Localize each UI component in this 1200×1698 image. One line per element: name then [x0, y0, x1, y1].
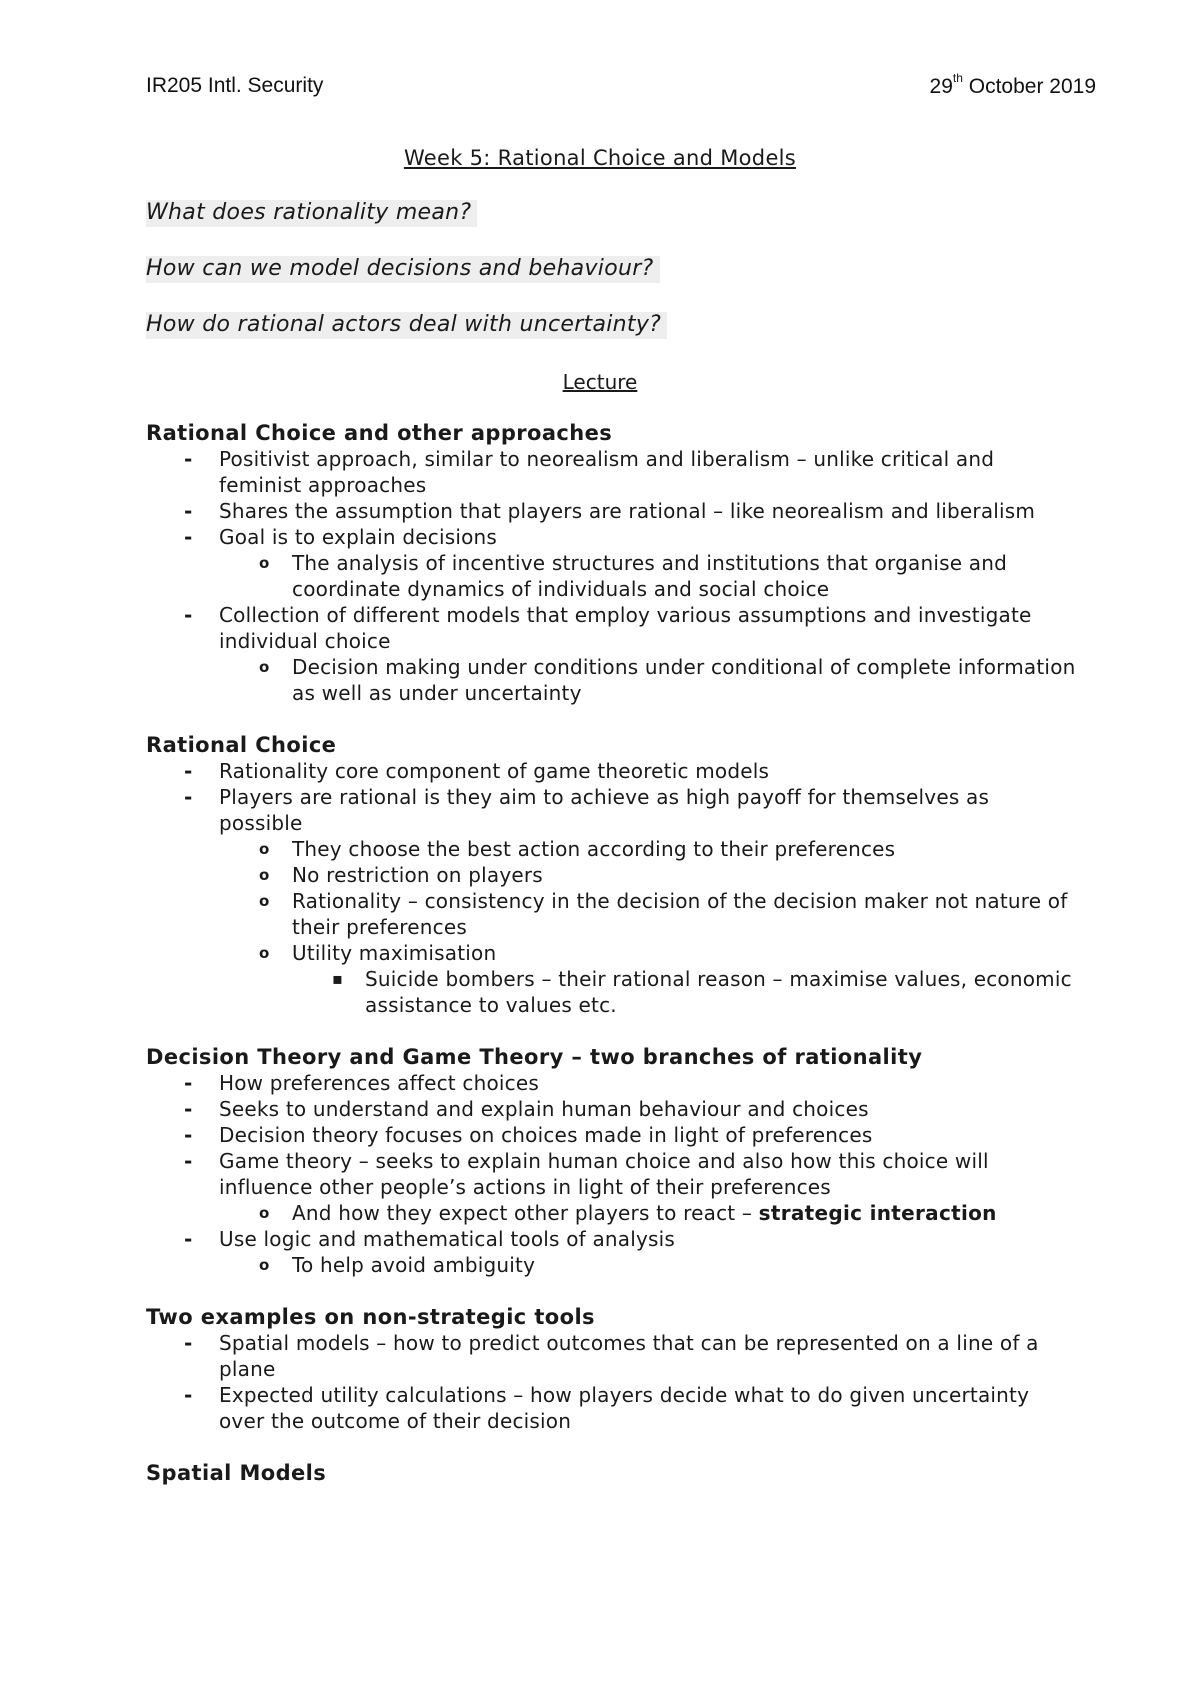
sub-list	[219, 550, 1076, 602]
section-heading: Spatial Models	[146, 1461, 327, 1485]
list-item: - Decision theory focuses on choices made in light of preferences	[146, 1122, 1076, 1148]
sub-sub-list-item: ▪ Suicide bombers – their rational reason – maximise values, economic assistance to values etc.	[292, 966, 1076, 1018]
sub-list-item: o Decision making under conditions under conditional of complete information as well as under uncertainty	[219, 654, 1076, 706]
date-suffix: th	[952, 71, 963, 85]
question-2	[146, 256, 660, 281]
list-item	[146, 602, 1076, 706]
list-item: - Positivist approach, similar to neorealism and liberalism – unlike critical and feminist approaches	[146, 446, 1076, 498]
list-item: - Spatial models – how to predict outcomes that can be represented on a line of a plane	[146, 1330, 1076, 1382]
list-item	[146, 524, 1076, 602]
course-code: IR205 Intl. Security	[146, 74, 324, 97]
section-non-strategic-tools	[146, 1304, 1076, 1434]
list-item	[146, 784, 1076, 1018]
sub-list	[219, 836, 1076, 1018]
list-item: - Shares the assumption that players are rational – like neorealism and liberalism	[146, 498, 1076, 524]
question-3	[146, 312, 667, 337]
list-item-text: Players are rational is they aim to achieve as high payoff for themselves as possible	[219, 785, 990, 835]
bullet-list	[146, 1330, 1076, 1434]
list-item	[146, 1148, 1076, 1226]
sub-list-item-text: And how they expect other players to react –	[292, 1201, 759, 1225]
notes-body	[146, 420, 1076, 1512]
sub-list-item: o To help avoid ambiguity	[219, 1252, 1076, 1278]
date-rest: October 2019	[962, 75, 1096, 98]
list-item-text: Goal is to explain decisions	[219, 525, 498, 549]
strategic-interaction-term: strategic interaction	[758, 1201, 997, 1225]
sub-list-item	[219, 1200, 1076, 1226]
sub-list-item: o No restriction on players	[219, 862, 1076, 888]
bullet-list	[146, 1070, 1076, 1278]
section-heading: Rational Choice	[146, 733, 337, 757]
sub-list	[219, 1200, 1076, 1226]
sub-list-item: o The analysis of incentive structures and institutions that organise and coordinate dynamics of individuals and social choice	[219, 550, 1076, 602]
list-item	[146, 1226, 1076, 1278]
list-item: - Expected utility calculations – how players decide what to do given uncertainty over the outcome of their decision	[146, 1382, 1076, 1434]
sub-list-item	[219, 940, 1076, 1018]
section-heading: Rational Choice and other approaches	[146, 421, 613, 445]
document-date	[929, 71, 1096, 99]
sub-list	[219, 1252, 1076, 1278]
list-item-text: Game theory – seeks to explain human choice and also how this choice will influence other people’s actions in light of their preferences	[219, 1149, 989, 1199]
lecture-heading: Lecture	[562, 370, 638, 394]
list-item: - Seeks to understand and explain human behaviour and choices	[146, 1096, 1076, 1122]
sub-list	[219, 654, 1076, 706]
date-day: 29	[929, 75, 953, 98]
question-3-text: How do rational actors deal with uncertainty?	[146, 312, 667, 339]
list-item: - Rationality core component of game theoretic models	[146, 758, 1076, 784]
list-item: - How preferences affect choices	[146, 1070, 1076, 1096]
question-1	[146, 200, 477, 225]
list-item-text: Use logic and mathematical tools of analysis	[219, 1227, 676, 1251]
question-2-text: How can we model decisions and behaviour?	[146, 256, 660, 283]
question-1-text: What does rationality mean?	[146, 200, 477, 227]
sub-list-item-text: Utility maximisation	[292, 941, 497, 965]
bullet-list	[146, 446, 1076, 706]
list-item-text: Collection of different models that employ various assumptions and investigate individual choice	[219, 603, 1032, 653]
sub-sub-list	[292, 966, 1076, 1018]
section-rational-choice-approaches	[146, 420, 1076, 706]
section-heading: Decision Theory and Game Theory – two branches of rationality	[146, 1045, 923, 1069]
section-decision-game-theory	[146, 1044, 1076, 1278]
sub-list-item: o Rationality – consistency in the decision of the decision maker not nature of their preferences	[219, 888, 1076, 940]
page-title: Week 5: Rational Choice and Models	[403, 146, 797, 170]
section-rational-choice	[146, 732, 1076, 1018]
section-spatial-models	[146, 1460, 1076, 1486]
sub-list-item: o They choose the best action according to their preferences	[219, 836, 1076, 862]
section-heading: Two examples on non-strategic tools	[146, 1305, 595, 1329]
bullet-list	[146, 758, 1076, 1018]
